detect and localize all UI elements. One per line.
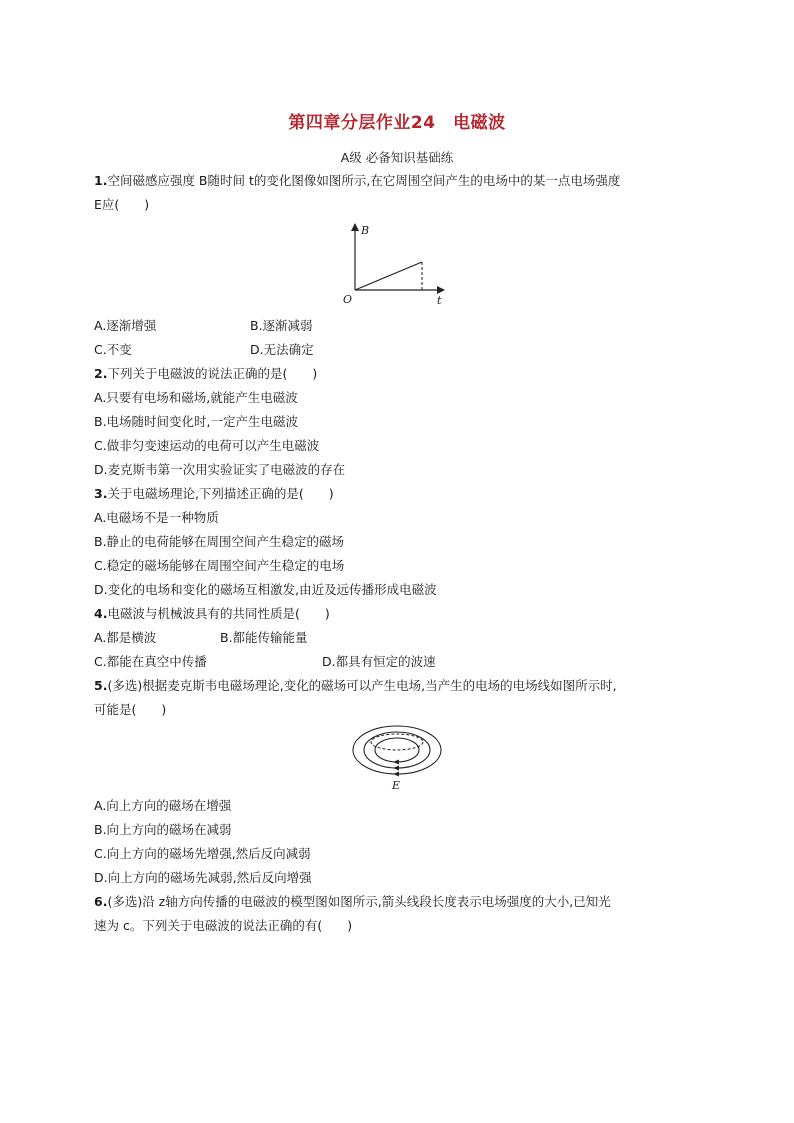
q2-stem bbox=[94, 366, 317, 382]
q5-number: 5. bbox=[94, 678, 108, 693]
page-title: 第四章分层作业24 电磁波 bbox=[288, 113, 506, 133]
q5-stem-line1 bbox=[94, 678, 617, 694]
q3-stem-text: 关于电磁场理论,下列描述正确的是( ) bbox=[107, 486, 334, 501]
q3-option-c: C.稳定的磁场能够在周围空间产生稳定的电场 bbox=[94, 558, 345, 573]
q5-option-b: B.向上方向的磁场在减弱 bbox=[94, 822, 232, 837]
q4-option-c: C.都能在真空中传播 bbox=[94, 654, 207, 669]
q6-stem-line1 bbox=[94, 894, 611, 910]
q5-stem-text: (多选)根据麦克斯韦电磁场理论,变化的磁场可以产生电场,当产生的电场的电场线如图所示时, bbox=[107, 678, 617, 693]
q1-origin-label: O bbox=[343, 293, 353, 306]
q3-option-a: A.电磁场不是一种物质 bbox=[94, 510, 219, 525]
q6-stem-line2: 速为 c。下列关于电磁波的说法正确的有( ) bbox=[94, 918, 353, 933]
q5-dashed-ring bbox=[371, 734, 423, 750]
q6-stem-text: (多选)沿 z轴方向传播的电磁波的模型图如图所示,箭头线段长度表示电场强度的大小,已知光 bbox=[107, 894, 611, 909]
q5-inner-field-line bbox=[375, 738, 419, 762]
q2-option-c: C.做非匀变速运动的电荷可以产生电磁波 bbox=[94, 438, 320, 453]
q5-e-label: E bbox=[392, 779, 401, 792]
q1-y-label: B bbox=[361, 224, 370, 237]
q1-number: 1. bbox=[94, 173, 108, 188]
q4-stem bbox=[94, 606, 330, 622]
q1-x-label: t bbox=[437, 294, 442, 307]
q5-arrow-inner bbox=[393, 760, 399, 765]
q4-stem-text: 电磁波与机械波具有的共同性质是( ) bbox=[107, 606, 330, 621]
q5-option-d: D.向上方向的磁场先减弱,然后反向增强 bbox=[94, 870, 312, 885]
q2-option-a: A.只要有电场和磁场,就能产生电磁波 bbox=[94, 390, 298, 405]
q1-b-t-graph bbox=[340, 220, 460, 310]
q2-stem-text: 下列关于电磁波的说法正确的是( ) bbox=[107, 366, 318, 381]
section-heading: A级 必备知识基础练 bbox=[340, 150, 454, 165]
q3-option-d: D.变化的电场和变化的磁场互相激发,由近及远传播形成电磁波 bbox=[94, 582, 437, 597]
q1-option-a: A.逐渐增强 bbox=[94, 318, 157, 333]
q1-option-d: D.无法确定 bbox=[250, 342, 314, 357]
q2-option-d: D.麦克斯韦第一次用实验证实了电磁波的存在 bbox=[94, 462, 346, 477]
q5-arrow-middle bbox=[393, 766, 399, 771]
q5-option-c: C.向上方向的磁场先增强,然后反向减弱 bbox=[94, 846, 311, 861]
q4-option-b: B.都能传输能量 bbox=[220, 630, 308, 645]
q1-option-c: C.不变 bbox=[94, 342, 132, 357]
q1-b-line bbox=[355, 262, 422, 290]
q4-option-d: D.都具有恒定的波速 bbox=[322, 654, 436, 669]
q5-field-lines-figure bbox=[347, 724, 447, 794]
q4-number: 4. bbox=[94, 606, 108, 621]
q1-stem-line1 bbox=[94, 173, 620, 189]
q2-option-b: B.电场随时间变化时,一定产生电磁波 bbox=[94, 414, 299, 429]
q5-option-a: A.向上方向的磁场在增强 bbox=[94, 798, 232, 813]
q1-stem-text: 空间磁感应强度 B随时间 t的变化图像如图所示,在它周围空间产生的电场中的某一点电场强度 bbox=[107, 173, 621, 188]
q2-number: 2. bbox=[94, 366, 108, 381]
q3-stem bbox=[94, 486, 334, 502]
q5-stem-line2: 可能是( ) bbox=[94, 702, 167, 717]
q1-option-b: B.逐渐减弱 bbox=[250, 318, 313, 333]
q3-number: 3. bbox=[94, 486, 108, 501]
q1-stem-line2: E应( ) bbox=[94, 197, 150, 212]
q3-option-b: B.静止的电荷能够在周围空间产生稳定的磁场 bbox=[94, 534, 345, 549]
q5-arrow-outer bbox=[393, 772, 399, 777]
q6-number: 6. bbox=[94, 894, 108, 909]
q4-option-a: A.都是横波 bbox=[94, 630, 157, 645]
